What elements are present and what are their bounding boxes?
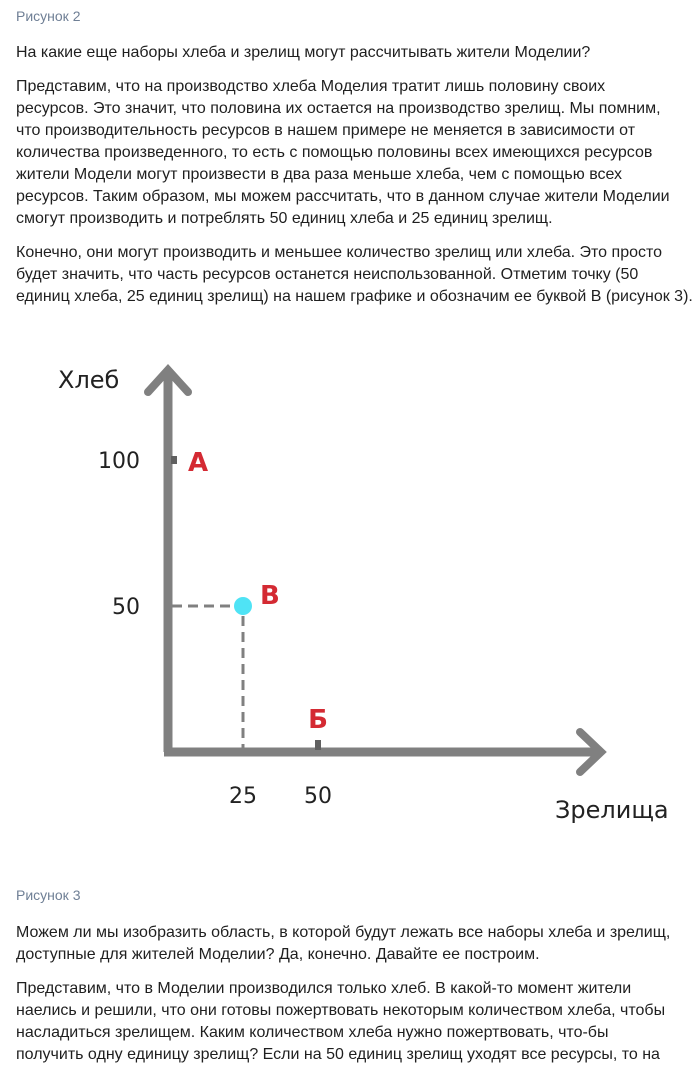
point-label: Б — [308, 705, 328, 735]
paragraph-line: количества произведенного, то есть с помощью половины всех имеющихся ресурсов — [16, 144, 653, 161]
point-tick-mark — [315, 740, 321, 750]
tradeoff-paragraph — [16, 978, 686, 1066]
point-marker — [234, 597, 252, 615]
question-paragraph — [16, 42, 686, 64]
paragraph-line: жители Модели могут произвести в два раза меньше хлеба, чем с помощью всех — [16, 166, 623, 183]
paragraph-line: получить одну единицу зрелищ? Если на 50 единиц зрелищ уходят все ресурсы, то на — [16, 1046, 660, 1063]
paragraph-line: На какие еще наборы хлеба и зрелищ могут рассчитывать жители Моделии? — [16, 44, 591, 61]
x-axis-title: Зрелища — [555, 796, 669, 824]
paragraph-line: смогут производить и потреблять 50 единиц хлеба и 25 единиц зрелищ. — [16, 210, 553, 227]
y-tick-label: 50 — [112, 595, 140, 620]
paragraph-line: Представим, что на производство хлеба Моделия тратит лишь половину своих — [16, 78, 606, 95]
paragraph-line: будет значить, что часть ресурсов останется неиспользованной. Отметим точку (50 — [16, 266, 639, 283]
paragraph-line: доступные для жителей Моделии? Да, конечно. Давайте ее построим. — [16, 946, 540, 963]
x-tick-label: 50 — [304, 784, 332, 809]
figure-2-caption: Рисунок 2 — [16, 8, 81, 24]
y-tick-label: 100 — [98, 449, 140, 474]
paragraph-line: наелись и решили, что они готовы пожертвовать некоторым количеством хлеба, чтобы — [16, 1002, 666, 1019]
paragraph-line: ресурсов. Это значит, что половина их остается на производство зрелищ. Мы помним, — [16, 100, 661, 117]
paragraph-line: насладиться зрелищем. Каким количеством хлеба нужно пожертвовать, что-бы — [16, 1024, 609, 1041]
point-label: В — [260, 581, 280, 611]
paragraph-line: Можем ли мы изобразить область, в которой будут лежать все наборы хлеба и зрелищ, — [16, 924, 671, 941]
point-b-paragraph — [16, 242, 693, 308]
x-tick-label: 25 — [229, 784, 257, 809]
chart-svg — [0, 330, 700, 850]
paragraph-line: Представим, что в Моделии производился только хлеб. В какой-то момент жители — [16, 980, 632, 997]
explanation-paragraph — [16, 76, 686, 230]
paragraph-line: Конечно, они могут производить и меньшее количество зрелищ или хлеба. Это просто — [16, 244, 663, 261]
area-question-paragraph — [16, 922, 686, 966]
y-axis-title: Хлеб — [58, 366, 120, 394]
production-chart — [0, 330, 700, 850]
point-tick-mark — [171, 456, 177, 464]
paragraph-line: что производительность ресурсов в нашем примере не меняется в зависимости от — [16, 122, 636, 139]
paragraph-line: ресурсов. Таким образом, мы можем рассчитать, что в данном случае жители Моделии — [16, 188, 670, 205]
figure-3-caption: Рисунок 3 — [16, 887, 81, 903]
paragraph-line: единиц хлеба, 25 единиц зрелищ) на нашем графике и обозначим ее буквой В (рисунок 3). — [16, 288, 693, 305]
point-label: А — [188, 448, 209, 478]
